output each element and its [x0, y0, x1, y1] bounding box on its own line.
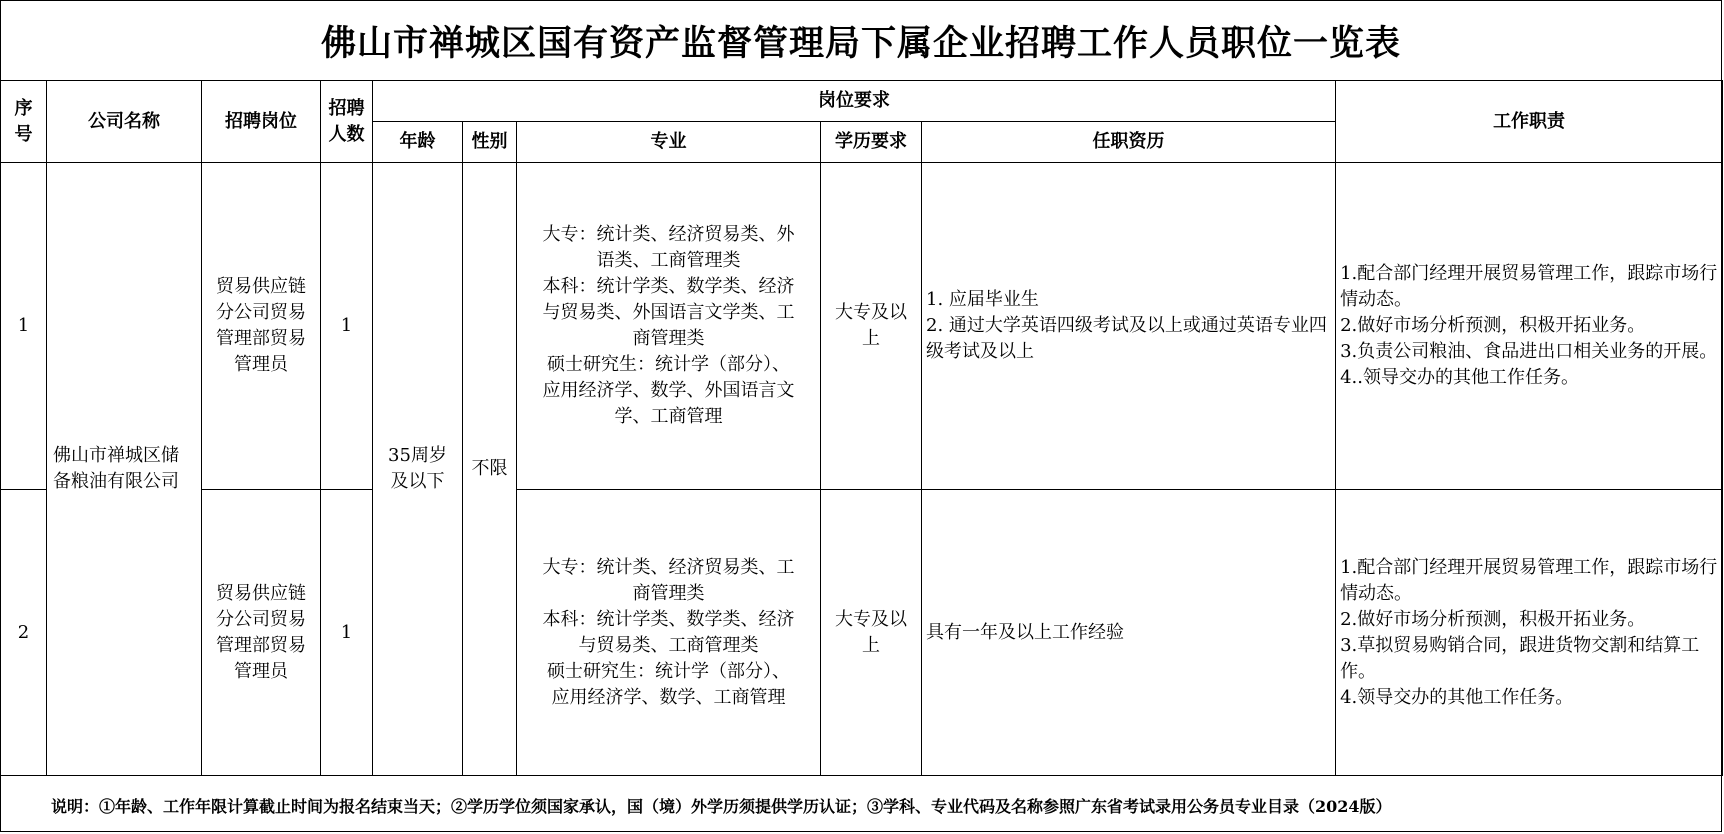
- footnote: 说明：①年龄、工作年限计算截止时间为报名结束当天；②学历学位须国家承认，国（境）外学历须提供学历认证；③学科、专业代码及名称参照广东省考试录用公务员专业目录（2024版）: [51, 796, 1392, 816]
- major-line: 本科：统计学类、数学类、经济: [542, 608, 795, 630]
- row-count: 1: [321, 490, 373, 776]
- major-line: 硕士研究生：统计学（部分）、: [547, 354, 790, 375]
- row-education: 大专及以 上: [821, 163, 922, 490]
- row-major: [517, 490, 821, 776]
- header-duties: 工作职责: [1336, 81, 1723, 163]
- row-seq: 1: [1, 163, 47, 490]
- major-line: 应用经济学、数学、工商管理: [551, 686, 786, 708]
- row-qualification: 具有一年及以上工作经验: [922, 490, 1336, 776]
- header-count: 招聘 人数: [321, 81, 373, 163]
- major-line: 语类、工商管理类: [596, 250, 741, 271]
- row-qualification: 1. 应届毕业生 2. 通过大学英语四级考试及以上或通过英语专业四级考试及以上: [922, 163, 1336, 490]
- positions-table: [0, 80, 1723, 776]
- header-major: 专业: [517, 122, 821, 163]
- major-line: 商管理类: [632, 328, 705, 349]
- row-position: 贸易供应链 分公司贸易 管理部贸易 管理员: [202, 163, 321, 490]
- header-row-1: [1, 81, 1723, 122]
- row-count: 1: [321, 163, 373, 490]
- row-seq: 2: [1, 490, 47, 776]
- row-position: 贸易供应链 分公司贸易 管理部贸易 管理员: [202, 490, 321, 776]
- table-row: [1, 163, 1723, 490]
- major-line: 商管理类: [632, 582, 705, 604]
- major-line: 硕士研究生：统计学（部分）、: [547, 660, 790, 682]
- company-name: 佛山市禅城区储 备粮油有限公司: [47, 163, 202, 776]
- age-requirement: 35周岁 及以下: [373, 163, 463, 776]
- row-duties: 1.配合部门经理开展贸易管理工作，跟踪市场行情动态。 2.做好市场分析预测，积极开拓业务。 3.草拟贸易购销合同，跟进货物交割和结算工作。 4.领导交办的其他工作任务。: [1336, 490, 1723, 776]
- header-company: 公司名称: [47, 81, 202, 163]
- header-education: 学历要求: [821, 122, 922, 163]
- header-qualification: 任职资历: [922, 122, 1336, 163]
- header-gender: 性别: [463, 122, 517, 163]
- row-major: [517, 163, 821, 490]
- header-position: 招聘岗位: [202, 81, 321, 163]
- major-line: 与贸易类、工商管理类: [578, 634, 759, 656]
- header-seq: 序 号: [1, 81, 47, 163]
- major-line: 大专：统计类、经济贸易类、外: [542, 224, 795, 245]
- header-requirements: 岗位要求: [373, 81, 1336, 122]
- major-line: 应用经济学、数学、外国语言文: [542, 380, 795, 401]
- row-duties: 1.配合部门经理开展贸易管理工作，跟踪市场行情动态。 2.做好市场分析预测，积极开拓业务。 3.负责公司粮油、食品进出口相关业务的开展。 4..领导交办的其他工作任务。: [1336, 163, 1723, 490]
- table-row: [1, 490, 1723, 776]
- major-line: 本科：统计学类、数学类、经济: [542, 276, 795, 297]
- page-title: 佛山市禅城区国有资产监督管理局下属企业招聘工作人员职位一览表: [1, 1, 1721, 81]
- major-line: 学、工商管理: [614, 406, 723, 427]
- row-education: 大专及以 上: [821, 490, 922, 776]
- header-age: 年龄: [373, 122, 463, 163]
- gender-requirement: 不限: [463, 163, 517, 776]
- major-line: 大专：统计类、经济贸易类、工: [542, 556, 795, 578]
- major-line: 与贸易类、外国语言文学类、工: [542, 302, 795, 323]
